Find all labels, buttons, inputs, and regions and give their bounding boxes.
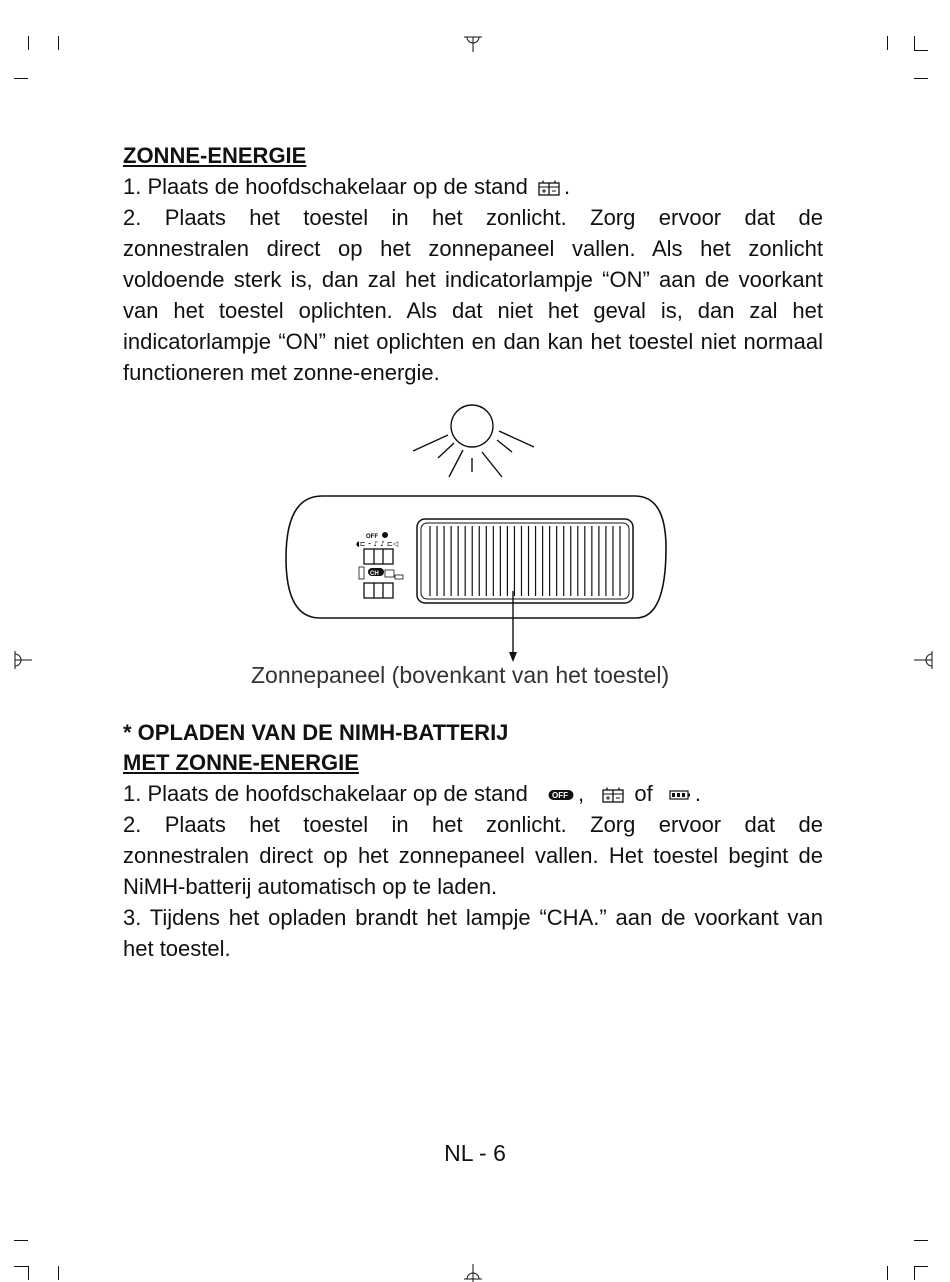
device-body	[286, 496, 666, 618]
page-number: NL - 6	[444, 1140, 506, 1166]
solar-panel-figure	[280, 398, 675, 668]
registration-mark-left	[10, 649, 34, 671]
solar-panel	[417, 519, 633, 603]
step-1: 1. Plaats de hoofdschakelaar op de stand .	[123, 174, 571, 199]
solar-mode-icon	[602, 787, 624, 803]
pointer-arrow	[509, 591, 517, 662]
step-2-line-1: 2. Plaats het toestel in het zonlicht. Zorg ervoor dat de	[123, 205, 823, 230]
section-heading-line-2: MET ZONNE-ENERGIE	[123, 750, 359, 775]
svg-text:OFF: OFF	[366, 534, 378, 540]
sun-icon	[413, 405, 534, 477]
section-nimh-charging	[123, 718, 823, 964]
registration-mark-top	[462, 34, 484, 54]
svg-text:OFF: OFF	[551, 791, 568, 801]
step-2-line-1: 2. Plaats het toestel in het zonlicht. Zorg ervoor dat de	[123, 812, 823, 837]
svg-text:CH: CH	[370, 571, 379, 577]
step-2-body: zonnestralen direct op het zonnepaneel vallen. Als het zonlicht voldoende sterk is, dan zal het indicatorlampje “ON” aan de voorkant van het toestel oplichten. Als dat niet het geval is, dan zal het indicatorlampje “ON” niet oplichten en dan kan het toestel niet normaal functioneren met zonne-energie.	[123, 236, 823, 385]
step-2-body: zonnestralen direct op het zonnepaneel vallen. Het toestel begint de NiMH-batterij automatisch op te laden.	[123, 843, 823, 899]
switch-panel	[356, 532, 403, 598]
section-heading: ZONNE-ENERGIE	[123, 143, 307, 168]
section-solar-energy	[123, 141, 823, 388]
step-3: 3. Tijdens het opladen brandt het lampje “CHA.” aan de voorkant van het toestel.	[123, 905, 823, 961]
figure-caption: Zonnepaneel (bovenkant van het toestel)	[251, 662, 670, 688]
registration-mark-bottom	[462, 1262, 484, 1282]
step-1: 1. Plaats de hoofdschakelaar op de stand OFF , of .	[123, 781, 701, 806]
solar-mode-icon	[538, 180, 560, 196]
section-heading-line-1: * OPLADEN VAN DE NIMH-BATTERIJ	[123, 720, 509, 745]
solar-cells	[430, 526, 620, 596]
battery-icon	[669, 790, 691, 800]
svg-text:◖⊏ ⁃ ♪ ♪ ⊏◁: ◖⊏ ⁃ ♪ ♪ ⊏◁	[356, 540, 399, 548]
off-mode-icon	[548, 789, 574, 801]
registration-mark-right	[912, 649, 938, 671]
